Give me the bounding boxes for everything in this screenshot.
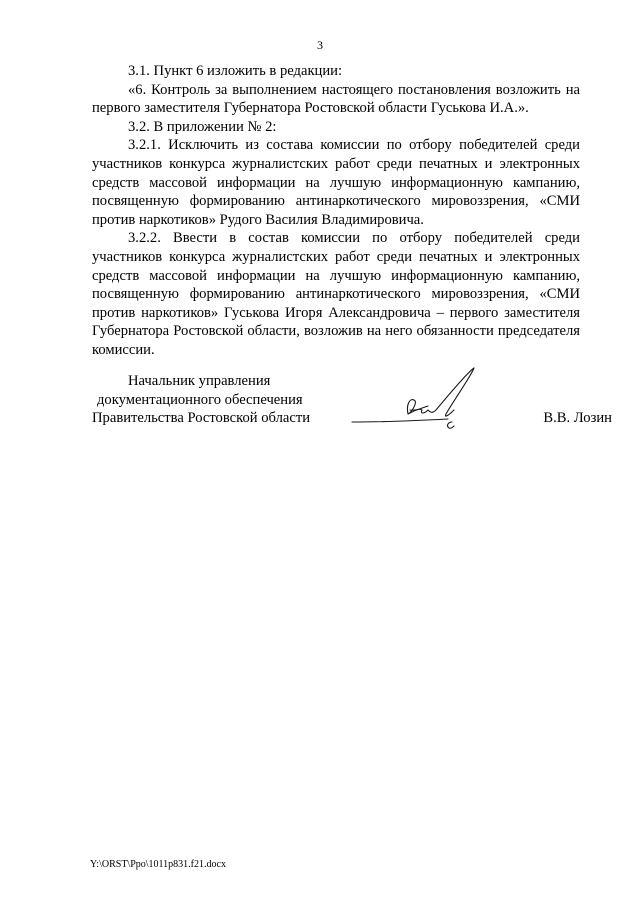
file-path: Y:\ORST\Ppo\1011p831.f21.docx	[90, 859, 226, 870]
paragraph-3-2-1: 3.2.1. Исключить из состава комиссии по отбору победителей среди участников конкурса журналистских работ среди печатных и электронных средств массовой информации на лучшую информационную кампанию, посвященную формированию антинаркотического мировоззрения, «СМИ против наркотиков» Рудого Василия Владимировича.	[92, 137, 580, 228]
paragraph-3-1-text: «6. Контроль за выполнением настоящего постановления возложить на первого заместителя Губернатора Ростовской области Гуськова И.А.».	[92, 81, 580, 117]
position-line-3: Правительства Ростовской области	[92, 410, 311, 427]
signer-name: В.В. Лозин	[543, 410, 612, 426]
paragraph-3-2-2: 3.2.2. Ввести в состав комиссии по отбору победителей среди участников конкурса журналистских работ среди печатных и электронных средств массовой информации на лучшую информационную кампанию, посвященную формированию антинаркотического мировоззрения, «СМИ против наркотиков» Гуськова Игоря Александровича – первого заместителя Губернатора Ростовской области, возложив на него обязанности председателя комиссии.	[92, 230, 580, 358]
position-line-2: документационного обеспечения	[97, 391, 303, 408]
position-line-1: Начальник управления	[128, 373, 271, 389]
handwritten-signature	[350, 364, 500, 436]
signature-block	[92, 372, 612, 442]
paragraph-3-1: 3.1. Пункт 6 изложить в редакции:	[128, 63, 343, 79]
signer-position	[92, 372, 332, 428]
page-number: 3	[317, 38, 323, 52]
document-body	[92, 62, 580, 360]
paragraph-3-2: 3.2. В приложении № 2:	[128, 118, 277, 135]
